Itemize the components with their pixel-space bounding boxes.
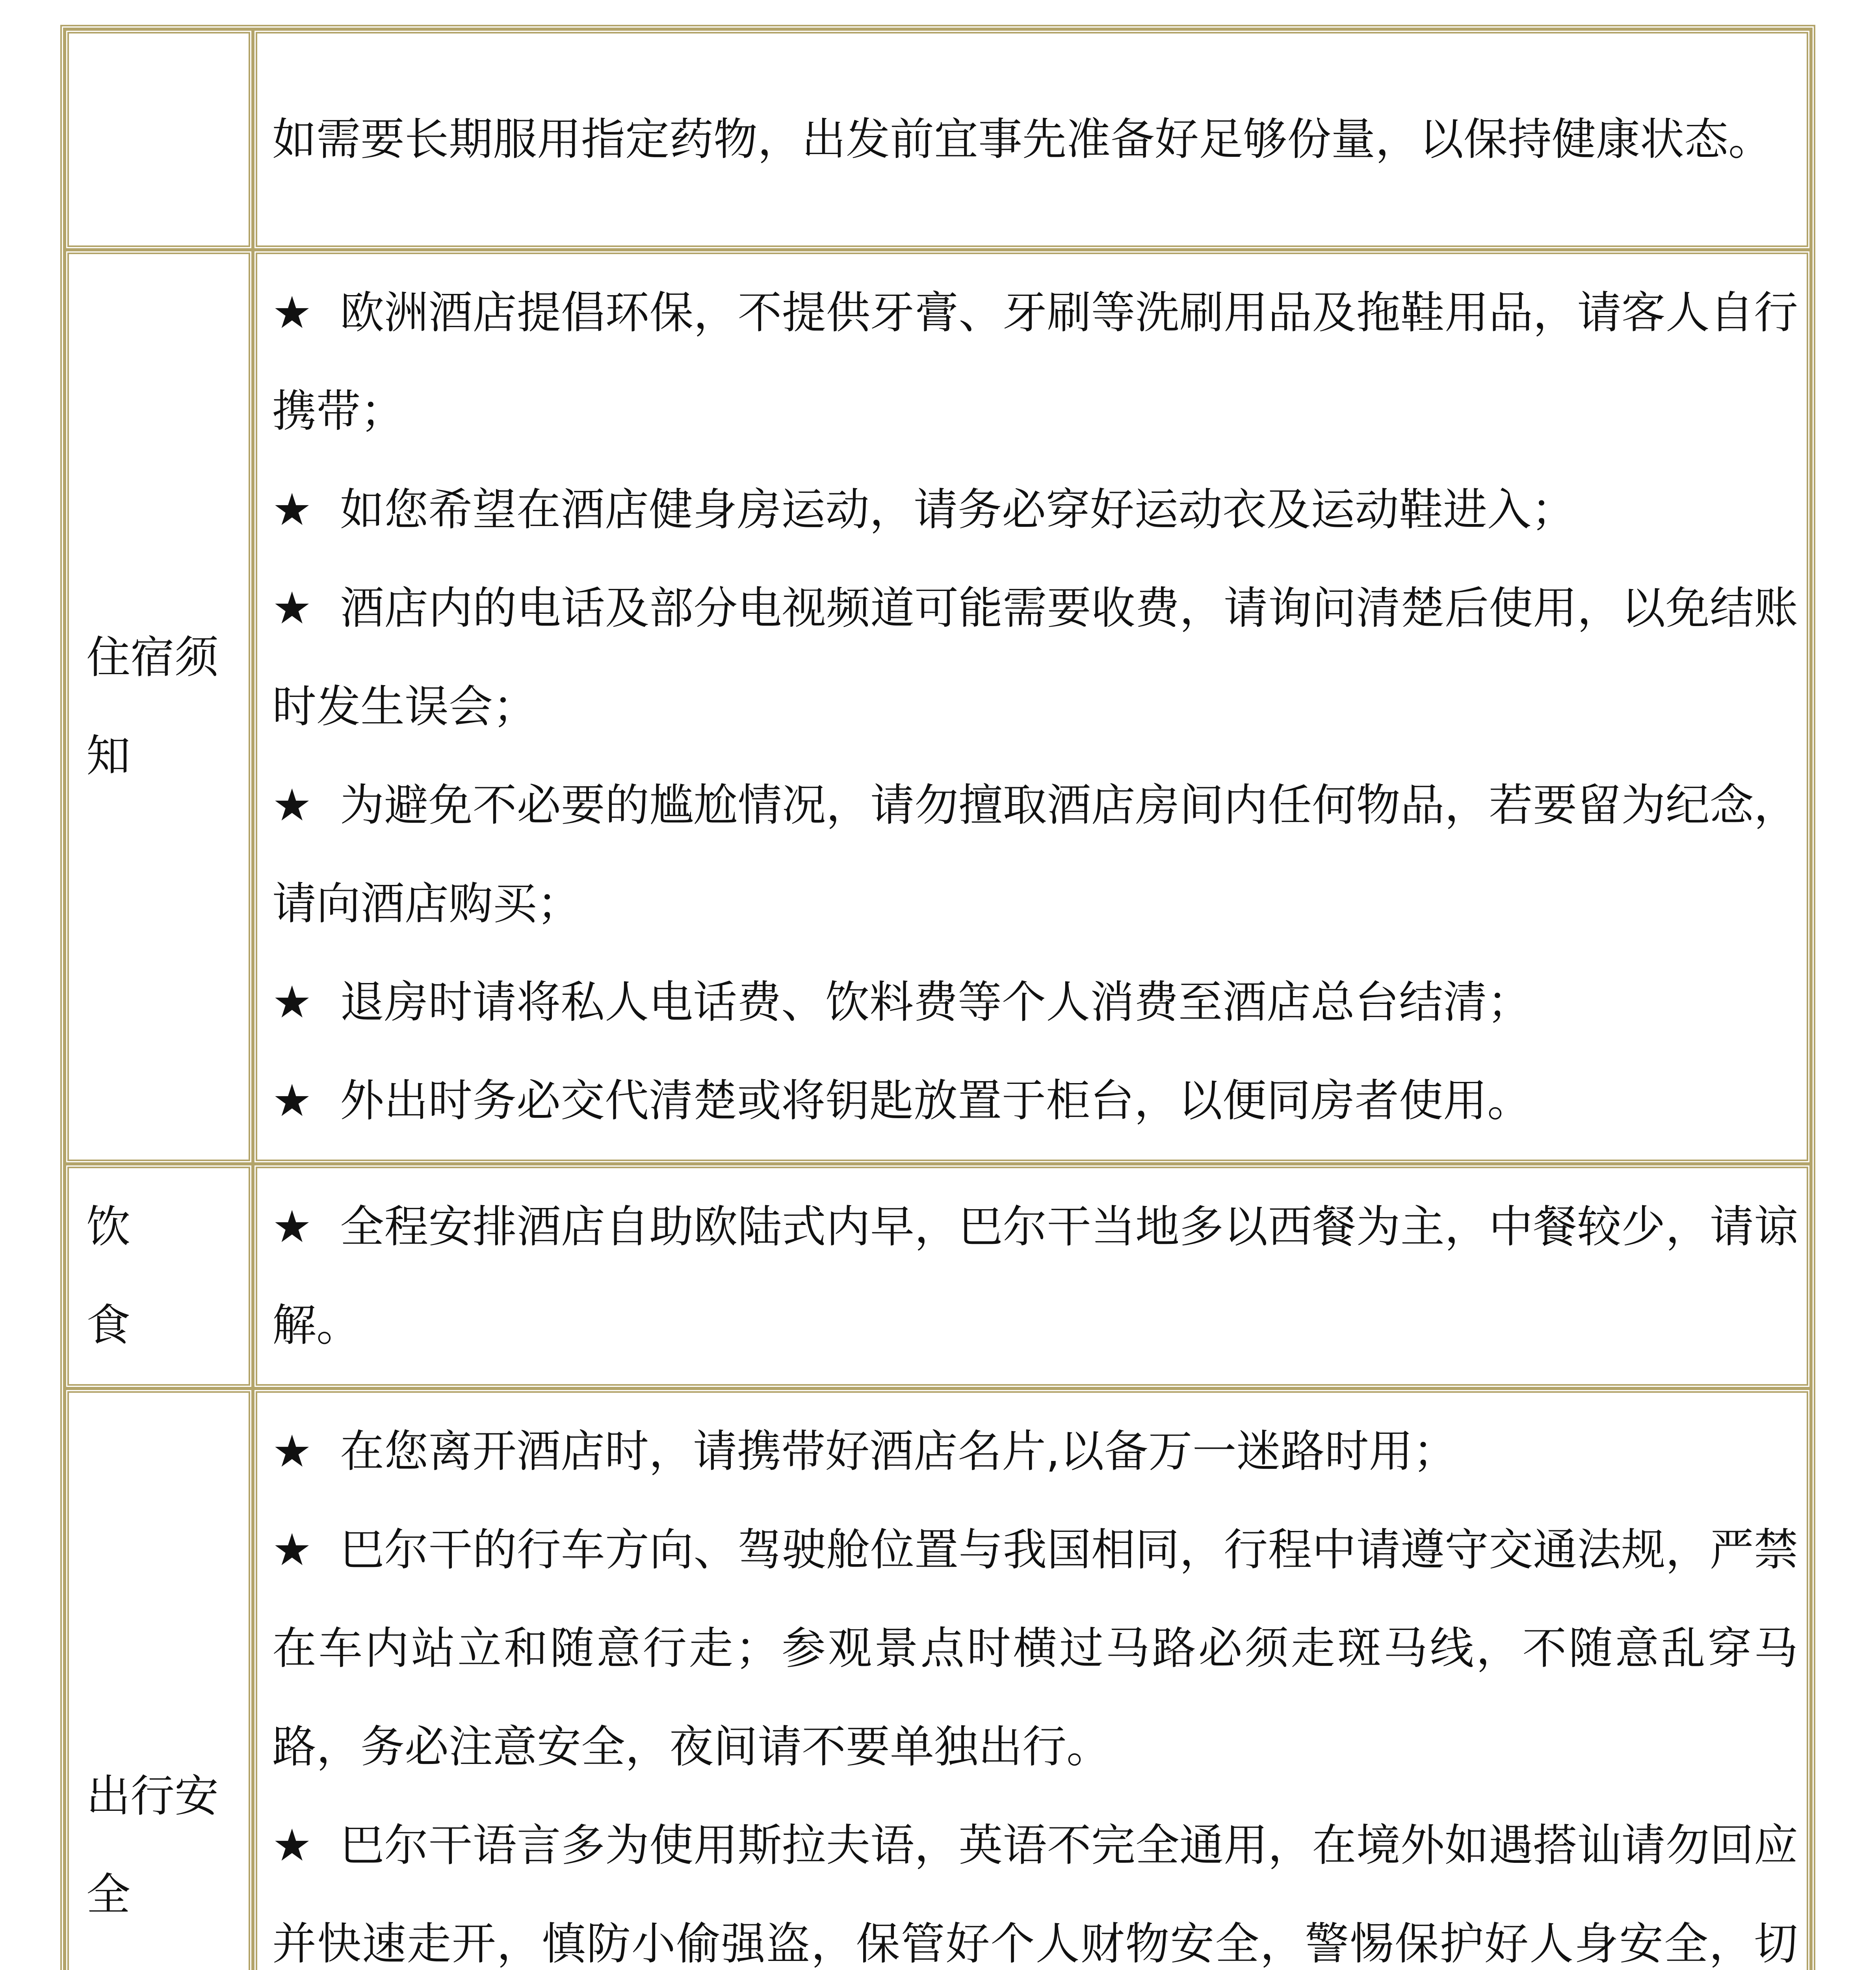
item-text: 巴尔干的行车方向、驾驶舱位置与我国相同，行程中请遵守交通法规，严禁在车内站立和随意行走；参观景点时横过马路必须走斑马线，不随意乱穿马路，务必注意安全，夜间请不要单独出行。	[272, 1524, 1798, 1773]
item-text: 酒店内的电话及部分电视频道可能需要收费，请询问清楚后使用，以免结账时发生误会；	[272, 583, 1798, 732]
table-row	[65, 250, 1811, 1164]
list-item	[272, 461, 1798, 559]
item-text: 退房时请将私人电话费、饮料费等个人消费至酒店总台结清；	[340, 977, 1531, 1028]
table-row	[65, 29, 1811, 250]
star-bullet-icon: ★	[272, 1201, 312, 1253]
item-text: 欧洲酒店提倡环保，不提供牙膏、牙刷等洗刷用品及拖鞋用品，请客人自行携带；	[272, 287, 1798, 437]
travel-notice-table	[60, 25, 1815, 1970]
list-item	[272, 1052, 1798, 1150]
row-label: 住宿须知	[65, 250, 253, 1164]
list-item	[272, 559, 1798, 756]
item-text: 如您希望在酒店健身房运动，请务必穿好运动衣及运动鞋进入；	[340, 484, 1575, 535]
list-item	[272, 1402, 1798, 1501]
star-bullet-icon: ★	[272, 977, 312, 1028]
row-label	[65, 29, 253, 250]
list-item	[272, 1501, 1798, 1796]
item-text: 为避免不必要的尴尬情况，请勿擅取酒店房间内任何物品，若要留为纪念，请向酒店购买；	[272, 780, 1798, 929]
star-bullet-icon: ★	[272, 583, 312, 634]
star-bullet-icon: ★	[272, 1820, 312, 1871]
item-text: 如需要长期服用指定药物，出发前宜事先准备好足够份量，以保持健康状态。	[272, 114, 1772, 165]
row-content	[253, 29, 1811, 250]
list-item	[272, 756, 1798, 953]
item-text: 在您离开酒店时，请携带好酒店名片,以备万一迷路时用；	[340, 1426, 1457, 1477]
row-content	[253, 1388, 1811, 1970]
star-bullet-icon: ★	[272, 287, 312, 338]
star-bullet-icon: ★	[272, 1524, 312, 1576]
item-text: 巴尔干语言多为使用斯拉夫语，英语不完全通用，在境外如遇搭讪请勿回应并快速走开，慎防小偷强盗，保管好个人财物安全，警惕保护好人身安全，切	[272, 1820, 1798, 1970]
list-item	[272, 1178, 1798, 1375]
table-row	[65, 1164, 1811, 1388]
star-bullet-icon: ★	[272, 1075, 312, 1126]
row-label: 出行安全	[65, 1388, 253, 1970]
row-content	[253, 250, 1811, 1164]
item-text: 全程安排酒店自助欧陆式内早，巴尔干当地多以西餐为主，中餐较少，请谅解。	[272, 1201, 1798, 1351]
item-text: 外出时务必交代清楚或将钥匙放置于柜台，以便同房者使用。	[340, 1075, 1531, 1126]
row-content	[253, 1164, 1811, 1388]
list-item	[272, 264, 1798, 461]
list-item	[272, 953, 1798, 1052]
star-bullet-icon: ★	[272, 780, 312, 831]
list-item	[272, 90, 1798, 189]
table-row	[65, 1388, 1811, 1970]
star-bullet-icon: ★	[272, 484, 312, 535]
star-bullet-icon: ★	[272, 1426, 312, 1477]
list-item	[272, 1796, 1798, 1970]
row-label: 饮食	[65, 1164, 253, 1388]
